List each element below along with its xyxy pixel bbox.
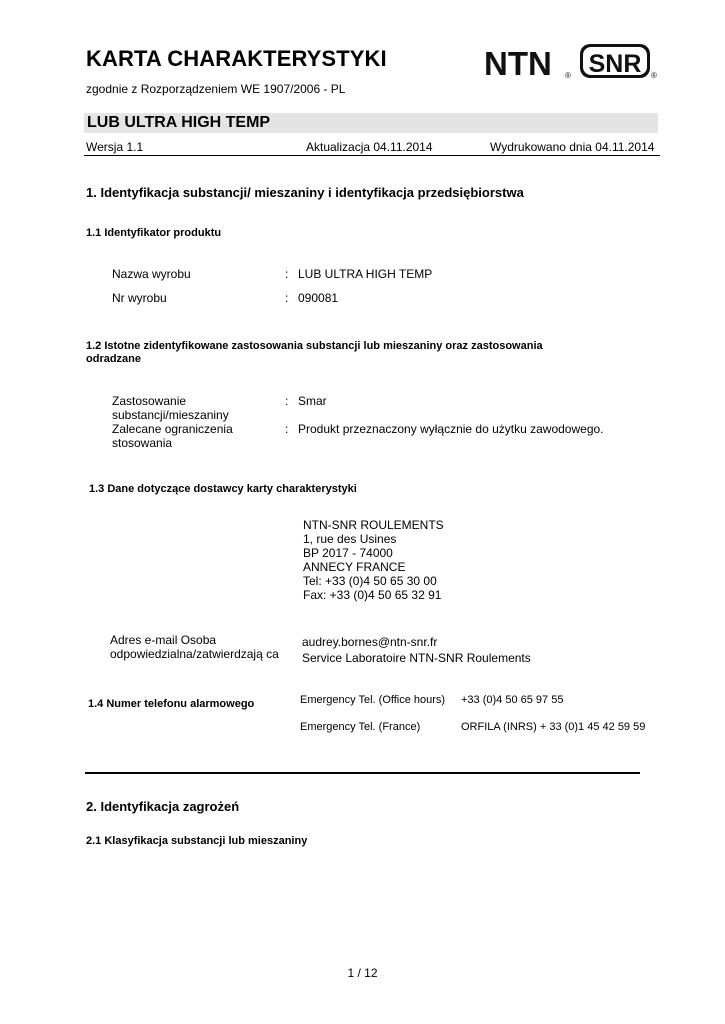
colon-separator: : (285, 291, 289, 305)
emergency-office-label: Emergency Tel. (Office hours) (300, 694, 446, 706)
emergency-office-number: +33 (0)4 50 65 97 55 (461, 694, 564, 706)
section-divider (85, 772, 640, 774)
address-line: Tel: +33 (0)4 50 65 30 00 (303, 574, 437, 588)
logo-reg-mark-left: ® (565, 71, 571, 80)
update-date: Aktualizacja 04.11.2014 (306, 140, 433, 154)
header-divider (84, 155, 660, 156)
address-line: ANNECY FRANCE (303, 560, 406, 574)
section-2-1-heading: 2.1 Klasyfikacja substancji lub mieszaniny (86, 835, 308, 847)
product-name-heading: LUB ULTRA HIGH TEMP (87, 114, 271, 131)
product-number-value: 090081 (298, 291, 339, 305)
document-title: KARTA CHARAKTERYSTYKI (86, 46, 387, 71)
use-label: Zastosowanie substancji/mieszaniny (112, 394, 229, 422)
service-value: Service Laboratoire NTN-SNR Roulements (302, 651, 531, 665)
address-line: Fax: +33 (0)4 50 65 32 91 (303, 588, 442, 602)
ntn-snr-logo (484, 42, 660, 82)
use-value: Smar (298, 394, 327, 408)
logo-snr-text: SNR (588, 50, 642, 78)
address-line: 1, rue des Usines (303, 532, 397, 546)
product-name-label: Nazwa wyrobu (112, 267, 191, 281)
restrictions-label: Zalecane ograniczenia stosowania (112, 422, 233, 450)
section-1-3-heading: 1.3 Dane dotyczące dostawcy karty charakterystyki (89, 483, 357, 495)
supplier-address (303, 518, 444, 602)
colon-separator: : (285, 422, 289, 436)
email-label-line2: odpowiedzialna/zatwierdzają ca (110, 647, 279, 661)
restrictions-value: Produkt przeznaczony wyłącznie do użytku zawodowego. (298, 422, 604, 436)
print-date: Wydrukowano dnia 04.11.2014 (490, 140, 655, 154)
section-1-2-heading-line1: 1.2 Istotne zidentyfikowane zastosowania substancji lub mieszaniny oraz zastosowania (86, 340, 543, 352)
email-value: audrey.bornes@ntn-snr.fr (302, 635, 438, 649)
section-1-heading: 1. Identyfikacja substancji/ mieszaniny i identyfikacja przedsiębiorstwa (86, 185, 524, 200)
logo-reg-mark-right: ® (651, 71, 657, 80)
email-label-line1: Adres e-mail Osoba (110, 633, 217, 647)
colon-separator: : (285, 267, 289, 281)
page-number: 1 / 12 (347, 966, 378, 980)
product-name-value: LUB ULTRA HIGH TEMP (298, 267, 433, 281)
product-number-label: Nr wyrobu (112, 291, 167, 305)
version-label: Wersja 1.1 (86, 140, 144, 154)
address-line: BP 2017 - 74000 (303, 546, 393, 560)
logo-ntn-text: NTN (484, 45, 552, 82)
section-2-heading: 2. Identyfikacja zagrożeń (86, 799, 240, 814)
emergency-france-label: Emergency Tel. (France) (300, 721, 421, 733)
section-1-1-heading: 1.1 Identyfikator produktu (86, 227, 222, 239)
address-line: NTN-SNR ROULEMENTS (303, 518, 444, 532)
colon-separator: : (285, 394, 289, 408)
section-1-2-heading-line2: odradzane (86, 353, 142, 365)
emergency-france-number: ORFILA (INRS) + 33 (0)1 45 42 59 59 (461, 721, 646, 733)
section-1-4-heading: 1.4 Numer telefonu alarmowego (88, 698, 255, 710)
regulation-subtitle: zgodnie z Rozporządzeniem WE 1907/2006 - PL (86, 82, 346, 96)
